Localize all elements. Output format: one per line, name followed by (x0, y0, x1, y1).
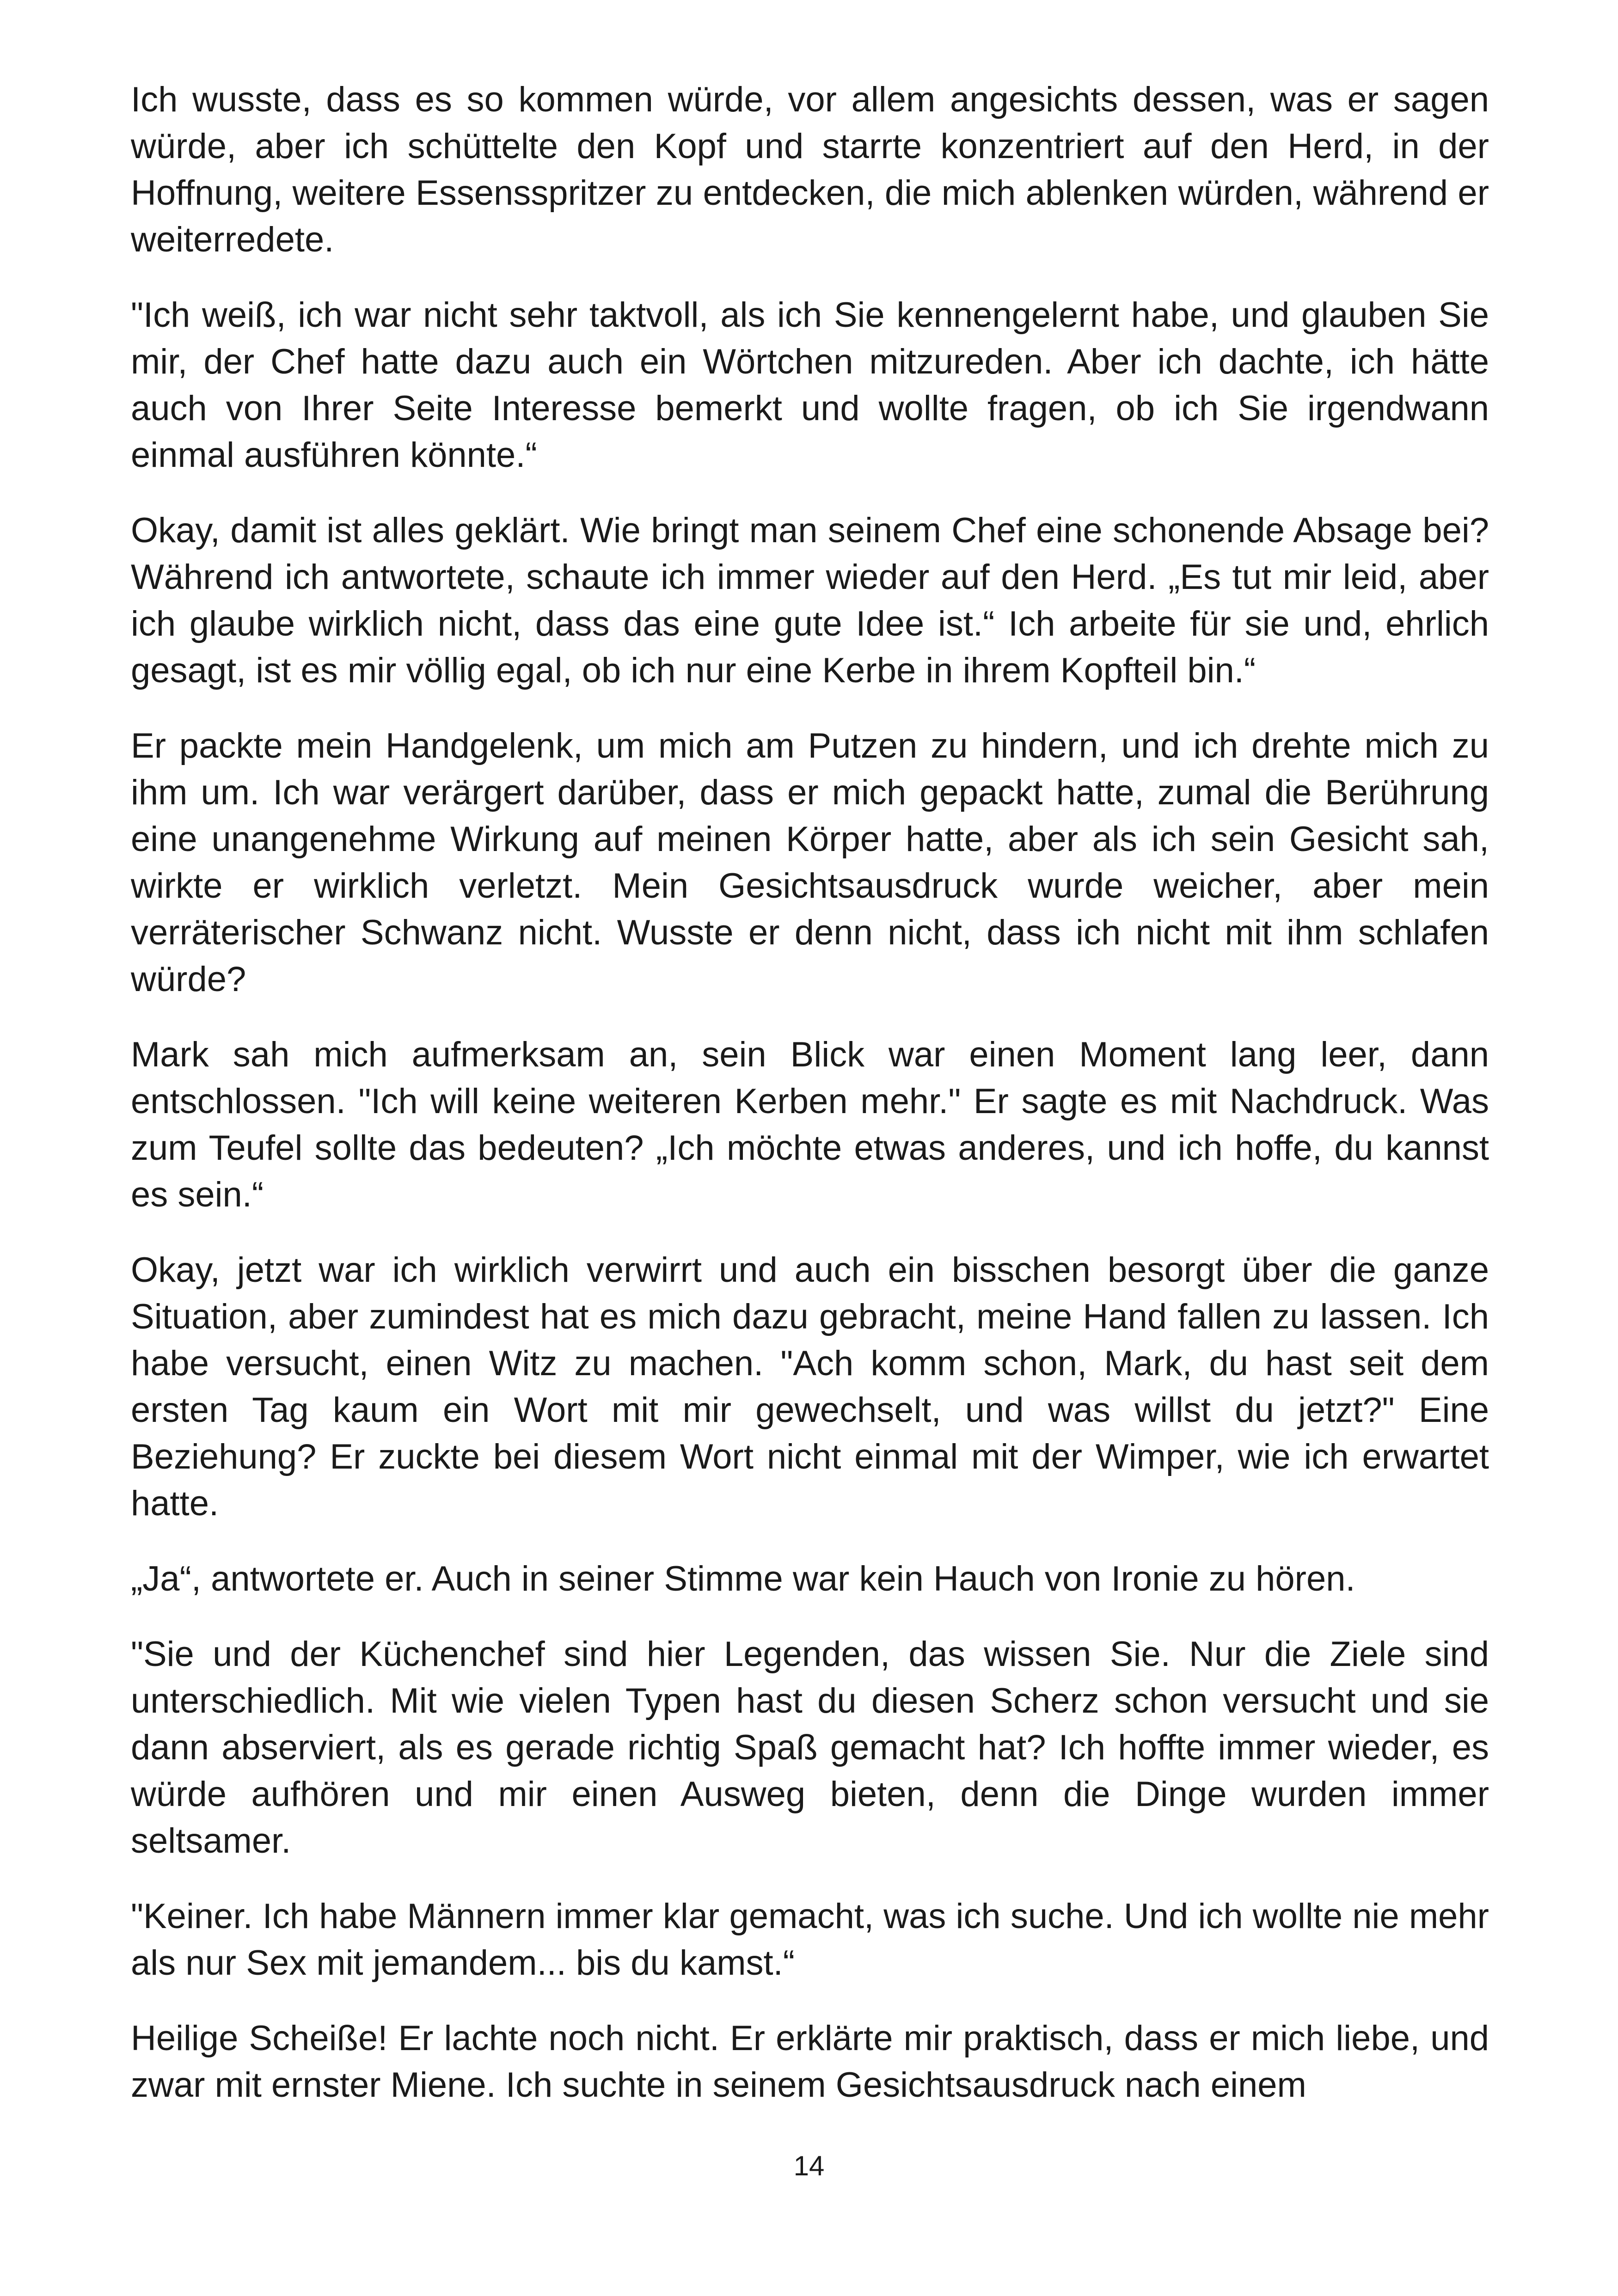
paragraph: Okay, jetzt war ich wirklich verwirrt und auch ein bisschen besorgt über die ganze Situation, aber zumindest hat es mich dazu gebracht, meine Hand fallen zu lassen. Ich habe versucht, einen Witz zu machen. "Ach komm schon, Mark, du hast seit dem ersten Tag kaum ein Wort mit mir gewechselt, und was willst du jetzt?" Eine Beziehung? Er zuckte bei diesem Wort nicht einmal mit der Wimper, wie ich erwartet hatte. (131, 1250, 1489, 1523)
page-number: 14 (793, 2150, 825, 2181)
paragraph: Ich wusste, dass es so kommen würde, vor allem angesichts dessen, was er sagen würde, aber ich schüttelte den Kopf und starrte konzentriert auf den Herd, in der Hoffnung, weitere Essensspritzer zu entdecken, die mich ablenken würden, während er weiterredete. (131, 80, 1489, 259)
paragraph: „Ja“, antwortete er. Auch in seiner Stimme war kein Hauch von Ironie zu hören. (131, 1559, 1355, 1598)
paragraph: Er packte mein Handgelenk, um mich am Putzen zu hindern, und ich drehte mich zu ihm um. Ich war verärgert darüber, dass er mich gepackt hatte, zumal die Berührung eine unangenehme Wirkung auf meinen Körper hatte, aber als ich sein Gesicht sah, wirkte er wirklich verletzt. Mein Gesichtsausdruck wurde weicher, aber mein verräterischer Schwanz nicht. Wusste er denn nicht, dass ich nicht mit ihm schlafen würde? (131, 726, 1489, 999)
paragraph: "Keiner. Ich habe Männern immer klar gemacht, was ich suche. Und ich wollte nie mehr als nur Sex mit jemandem... bis du kamst.“ (131, 1897, 1489, 1983)
paragraph: "Ich weiß, ich war nicht sehr taktvoll, als ich Sie kennengelernt habe, und glauben Sie mir, der Chef hatte dazu auch ein Wörtchen mitzureden. Aber ich dachte, ich hätte auch von Ihrer Seite Interesse bemerkt und wollte fragen, ob ich Sie irgendwann einmal ausführen könnte.“ (131, 295, 1489, 475)
paragraph: Okay, damit ist alles geklärt. Wie bringt man seinem Chef eine schonende Absage bei? Während ich antwortete, schaute ich immer wieder auf den Herd. „Es tut mir leid, aber ich glaube wirklich nicht, dass das eine gute Idee ist.“ Ich arbeite für sie und, ehrlich gesagt, ist es mir völlig egal, ob ich nur eine Kerbe in ihrem Kopfteil bin.“ (131, 511, 1489, 690)
paragraph: Heilige Scheiße! Er lachte noch nicht. Er erklärte mir praktisch, dass er mich liebe, und zwar mit ernster Miene. Ich suchte in seinem Gesichtsausdruck nach einem (131, 2019, 1489, 2105)
paragraph: "Sie und der Küchenchef sind hier Legenden, das wissen Sie. Nur die Ziele sind unterschiedlich. Mit wie vielen Typen hast du diesen Scherz schon versucht und sie dann abserviert, als es gerade richtig Spaß gemacht hat? Ich hoffte immer wieder, es würde aufhören und mir einen Ausweg bieten, denn die Dinge wurden immer seltsamer. (131, 1635, 1489, 1861)
paragraph: Mark sah mich aufmerksam an, sein Blick war einen Moment lang leer, dann entschlossen. "Ich will keine weiteren Kerben mehr." Er sagte es mit Nachdruck. Was zum Teufel sollte das bedeuten? „Ich möchte etwas anderes, und ich hoffe, du kannst es sein.“ (131, 1035, 1489, 1214)
body-text (131, 76, 1489, 2137)
